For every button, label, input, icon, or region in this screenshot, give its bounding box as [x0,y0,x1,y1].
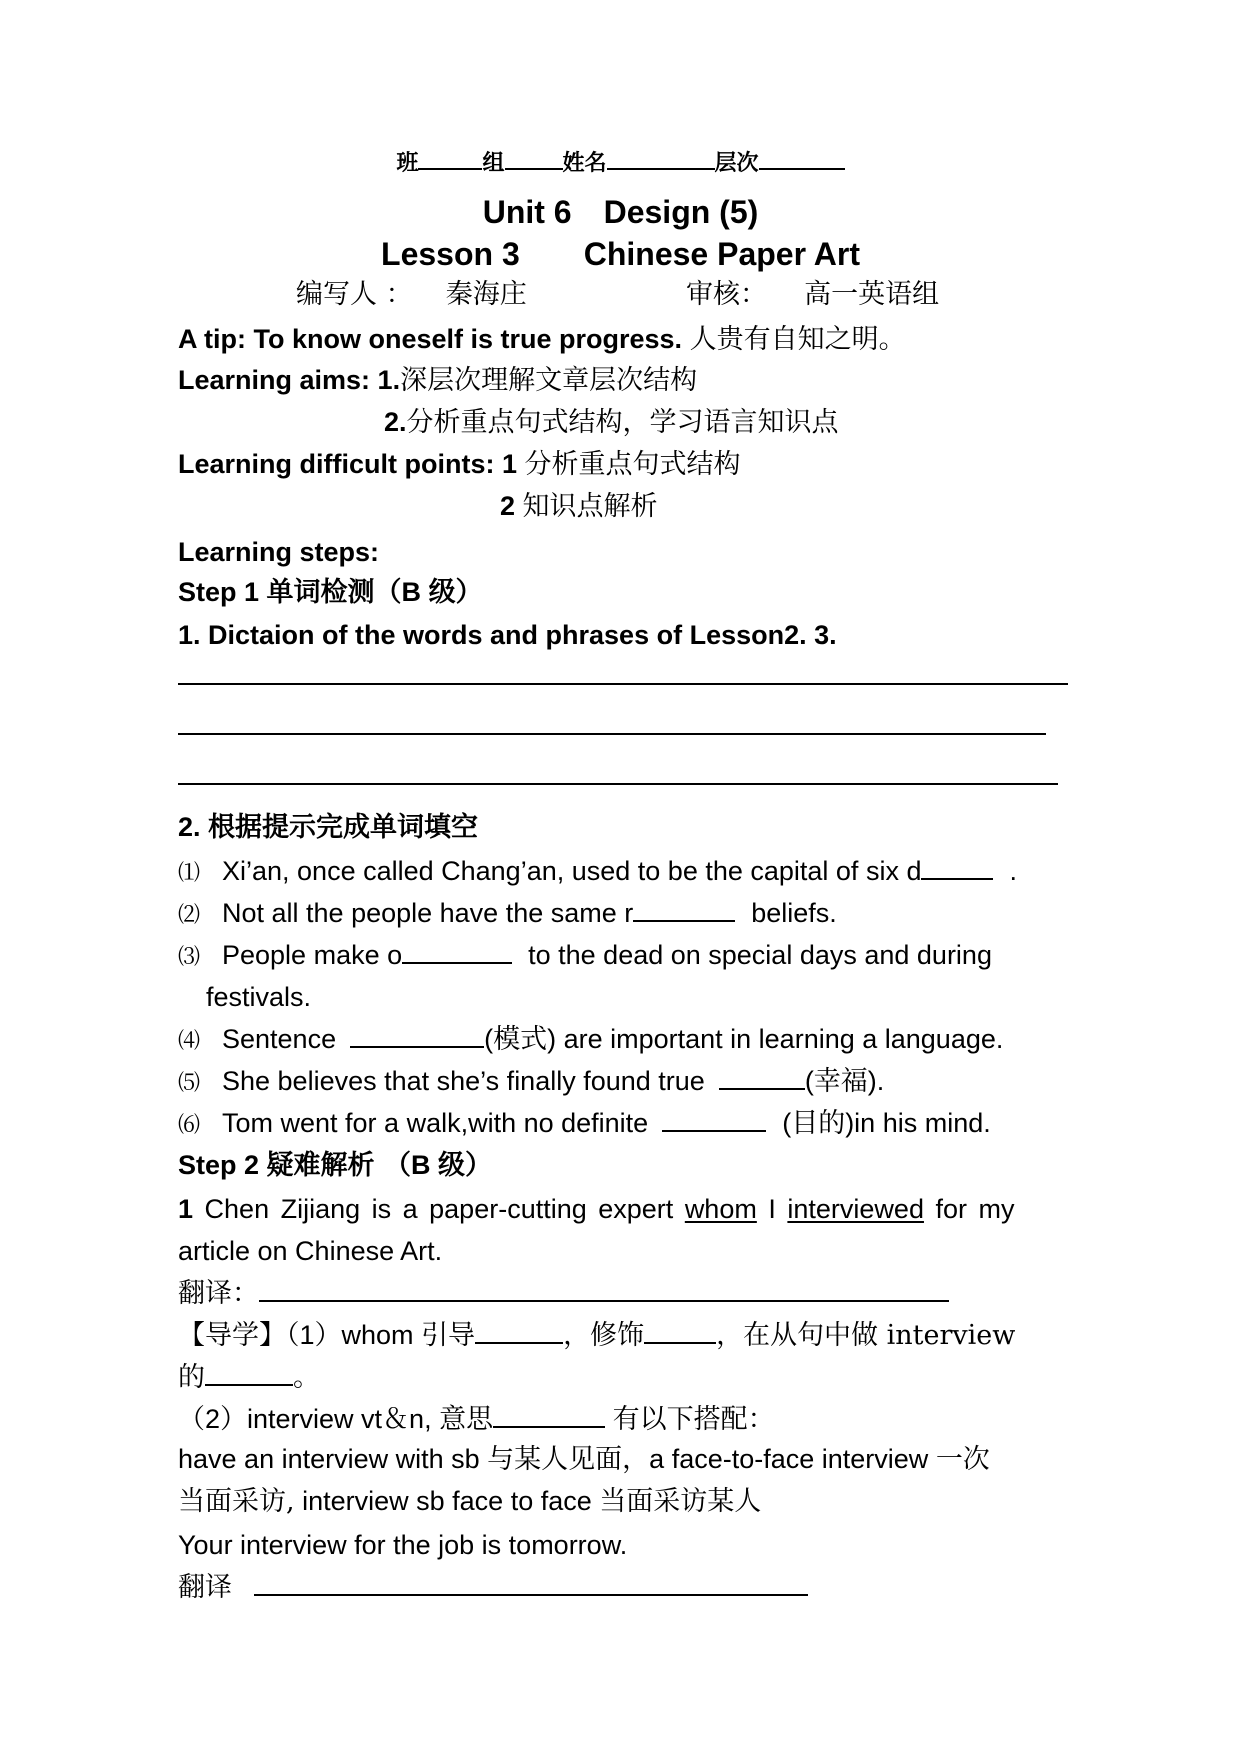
guide-line-1: 【导学】（1）whom 引导 ，修饰 ，在从句中做 interview [178,1316,1015,1353]
translate-line-2: 翻译 [178,1568,808,1605]
difficult-points-2: 2 知识点解析 [500,491,658,522]
collocation-line-1: have an interview with sb 与某人见面，a face-to-face interview 一次 [178,1444,990,1475]
fill-item-6: ⑹ Tom went for a walk,with no definite (目的)in his mind. [178,1104,991,1143]
dictation-line-3 [178,783,1058,785]
fill-item-3: ⑶ People make o to the dead on special days and during [178,936,992,975]
step1-title: Step 1 单词检测（B 级） [178,577,483,608]
guide-blank[interactable] [644,1316,716,1344]
difficult-points: Learning difficult points: 1 分析重点句式结构 [178,449,741,480]
fill-blank[interactable] [633,894,735,922]
translate-line-1: 翻译： [178,1274,949,1311]
lesson-title: Lesson 3 Chinese Paper Art [381,236,860,272]
collocation-line-2: 当面采访, interview sb face to face 当面采访某人 [178,1486,762,1517]
unit-title: Unit 6 Design (5) [482,194,759,230]
fill-item-4: ⑷ Sentence (模式) are important in learning a language. [178,1020,1003,1059]
step2-sentence-1: 1 Chen Zijiang is a paper-cutting expert whom I interviewed for my [178,1194,1015,1224]
learning-steps-label: Learning steps: [178,537,380,567]
learning-aims: Learning aims: 1.深层次理解文章层次结构 [178,365,698,396]
tip-line: A tip: To know oneself is true progress. 人贵有自知之明。 [178,324,906,355]
guide-blank[interactable] [205,1358,293,1386]
author-line: 编写人 ： 秦海庄 审核： 高一英语组 [296,279,940,310]
dictation-line-2 [178,733,1046,735]
name-blank [607,148,715,170]
fill-item-2: ⑵ Not all the people have the same r beliefs. [178,894,837,933]
dictation-line-1 [178,683,1068,685]
guide-line-1-cont: 的 。 [178,1358,320,1395]
translate-blank[interactable] [254,1568,808,1596]
class-blank [418,148,482,170]
student-info-line: 班 组 姓名 层次 [0,148,1241,179]
guide-line-2: （2）interview vt＆n, 意思 有以下搭配： [178,1400,775,1437]
fill-item-3-cont: festivals. [206,982,312,1012]
group-blank [505,148,563,170]
fill-item-1: ⑴ Xi’an, once called Chang’an, used to be the capital of six d . [178,852,1017,891]
fill-blank[interactable] [921,852,993,880]
guide-blank[interactable] [493,1400,605,1428]
fill-blank[interactable] [662,1104,766,1132]
learning-aims-2: 2.分析重点句式结构，学习语言知识点 [384,407,839,438]
fill-item-5: ⑸ She believes that she’s finally found true (幸福). [178,1062,884,1101]
fill-blank[interactable] [402,936,512,964]
fill-blank[interactable] [719,1062,805,1090]
step1-task2: 2. 根据提示完成单词填空 [178,812,479,843]
example-sentence: Your interview for the job is tomorrow. [178,1530,628,1560]
step1-task1: 1. Dictaion of the words and phrases of Lesson2. 3. [178,620,837,650]
level-blank [759,148,845,170]
step2-title: Step 2 疑难解析 （B 级） [178,1150,492,1181]
fill-blank[interactable] [350,1020,484,1048]
step2-sentence-1-cont: article on Chinese Art. [178,1236,443,1266]
translate-blank[interactable] [259,1274,949,1302]
guide-blank[interactable] [475,1316,563,1344]
